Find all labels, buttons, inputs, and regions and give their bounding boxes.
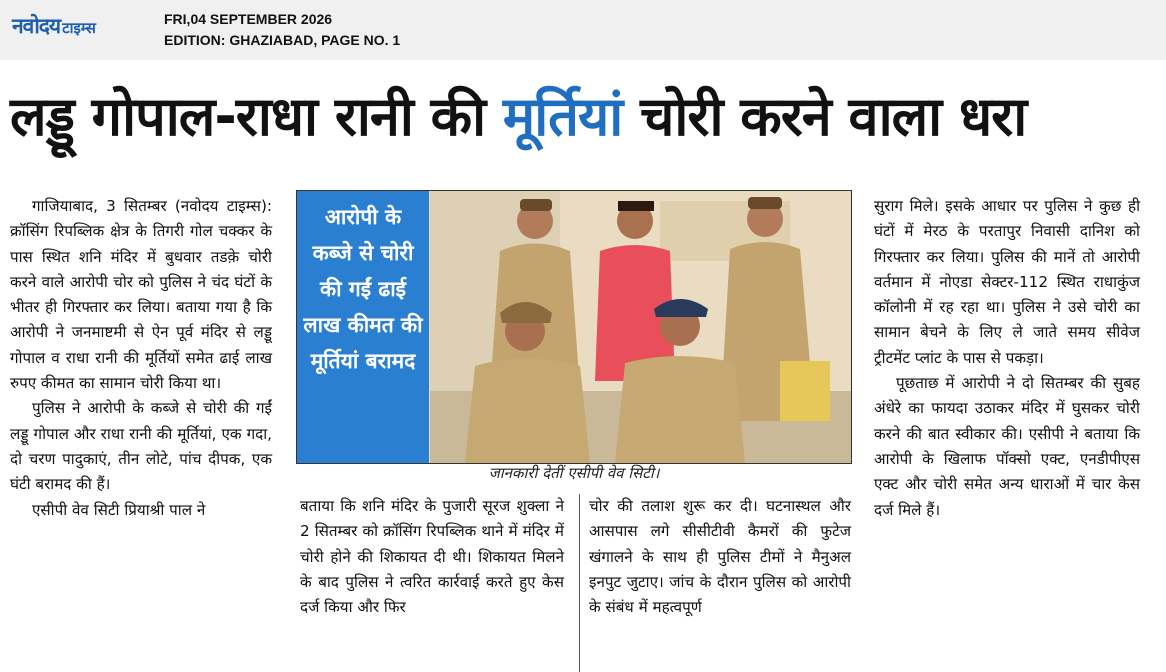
paragraph: पुलिस ने आरोपी के कब्जे से चोरी की गईं लड्डू गोपाल और राधा रानी की मूर्तियां, एक गदा, दो चरण पादुकाएं, तीन लोटे, पांच दीपक, एक घंटी बरामद की हैं।	[10, 399, 272, 494]
news-photo-block	[296, 190, 852, 464]
photo-caption: जानकारी देतीं एसीपी वेव सिटी।	[488, 464, 660, 482]
headline-part1: लड्डू गोपाल-राधा रानी की	[10, 85, 503, 148]
headline-highlight: मूर्तियां	[502, 85, 623, 148]
logo-main-text: नवोदय	[12, 14, 61, 38]
article-column-2	[300, 494, 564, 620]
edition-line: EDITION: GHAZIABAD, PAGE NO. 1	[164, 32, 401, 48]
paragraph: एसीपी वेव सिटी प्रियाश्री पाल ने	[32, 500, 206, 519]
paragraph: बताया कि शनि मंदिर के पुजारी सूरज शुक्ला ने 2 सितम्बर को क्रॉसिंग रिपब्लिक थाने में मंदिर में चोरी होने की शिकायत दी थी। शिकायत मिलने के बाद पुलिस ने त्वरित कार्रवाई करते हुए केस दर्ज किया और फिर	[300, 497, 564, 617]
paragraph: गाजियाबाद, 3 सितम्बर (नवोदय टाइम्स): क्रॉसिंग रिपब्लिक क्षेत्र के तिगरी गोल चक्कर के पास स्थित शनि मंदिर में बुधवार तडक़े चोरी करने वाले आरोपी चोर को पुलिस ने चंद घंटों के भीतर ही गिरफ्तार कर लिया। बताया गया है कि आरोपी ने जनमाष्टमी से ऐन पूर्व मंदिर से लड्डू गोपाल व राधा रानी की मूर्तियों समेत ढाई लाख रुपए कीमत का सामान चोरी किया था।	[10, 197, 272, 393]
paragraph: चोर की तलाश शुरू कर दी। घटनास्थल और आसपास लगे सीसीटीवी कैमरों की फुटेज खंगालने के साथ ही पुलिस टीमों ने मैनुअल इनपुट जुटाए। जांच के दौरान पुलिस को आरोपी के संबंध में महत्वपूर्ण	[589, 497, 851, 617]
column-divider	[579, 494, 580, 672]
paragraph: पूछताछ में आरोपी ने दो सितम्बर की सुबह अंधेरे का फायदा उठाकर मंदिर में घुसकर चोरी करने की बात स्वीकार की। एसीपी ने बताया कि आरोपी के खिलाफ पॉक्सो एक्ट, एनडीपीएस एक्ट और चोरी समेत अन्य धाराओं में चार केस दर्ज मिले हैं।	[874, 374, 1140, 519]
headline	[10, 74, 1156, 160]
newspaper-logo[interactable]	[12, 12, 96, 42]
date-line: FRI,04 SEPTEMBER 2026	[164, 11, 333, 27]
masthead-bar	[0, 0, 1166, 60]
paragraph: सुराग मिले। इसके आधार पर पुलिस ने कुछ ही घंटों में मेरठ के परतापुर निवासी दानिश को गिरफ्तार कर लिया। पुलिस की मानें तो आरोपी वर्तमान में नोएडा सेक्टर-112 स्थित राधाकुंज कॉलोनी में रह रहा था। पुलिस ने उसे चोरी का सामान बेचने के लिए ले जाते समय सीवेज ट्रीटमेंट प्लांट के पास से पकड़ा।	[874, 197, 1140, 367]
logo-sub-text: टाइम्स	[62, 19, 96, 37]
article-column-1	[10, 194, 272, 523]
photo-highlight-box	[297, 191, 429, 463]
edition-info	[164, 9, 400, 51]
article-column-3	[589, 494, 851, 620]
photo-highlight-text: आरोपी के कब्जे से चोरी की गईं ढाई लाख कीमत की मूर्तियां बरामद	[303, 205, 423, 373]
headline-part2: चोरी करने वाला धरा	[622, 85, 1027, 148]
news-photo	[430, 191, 851, 463]
article-column-4	[874, 194, 1140, 523]
